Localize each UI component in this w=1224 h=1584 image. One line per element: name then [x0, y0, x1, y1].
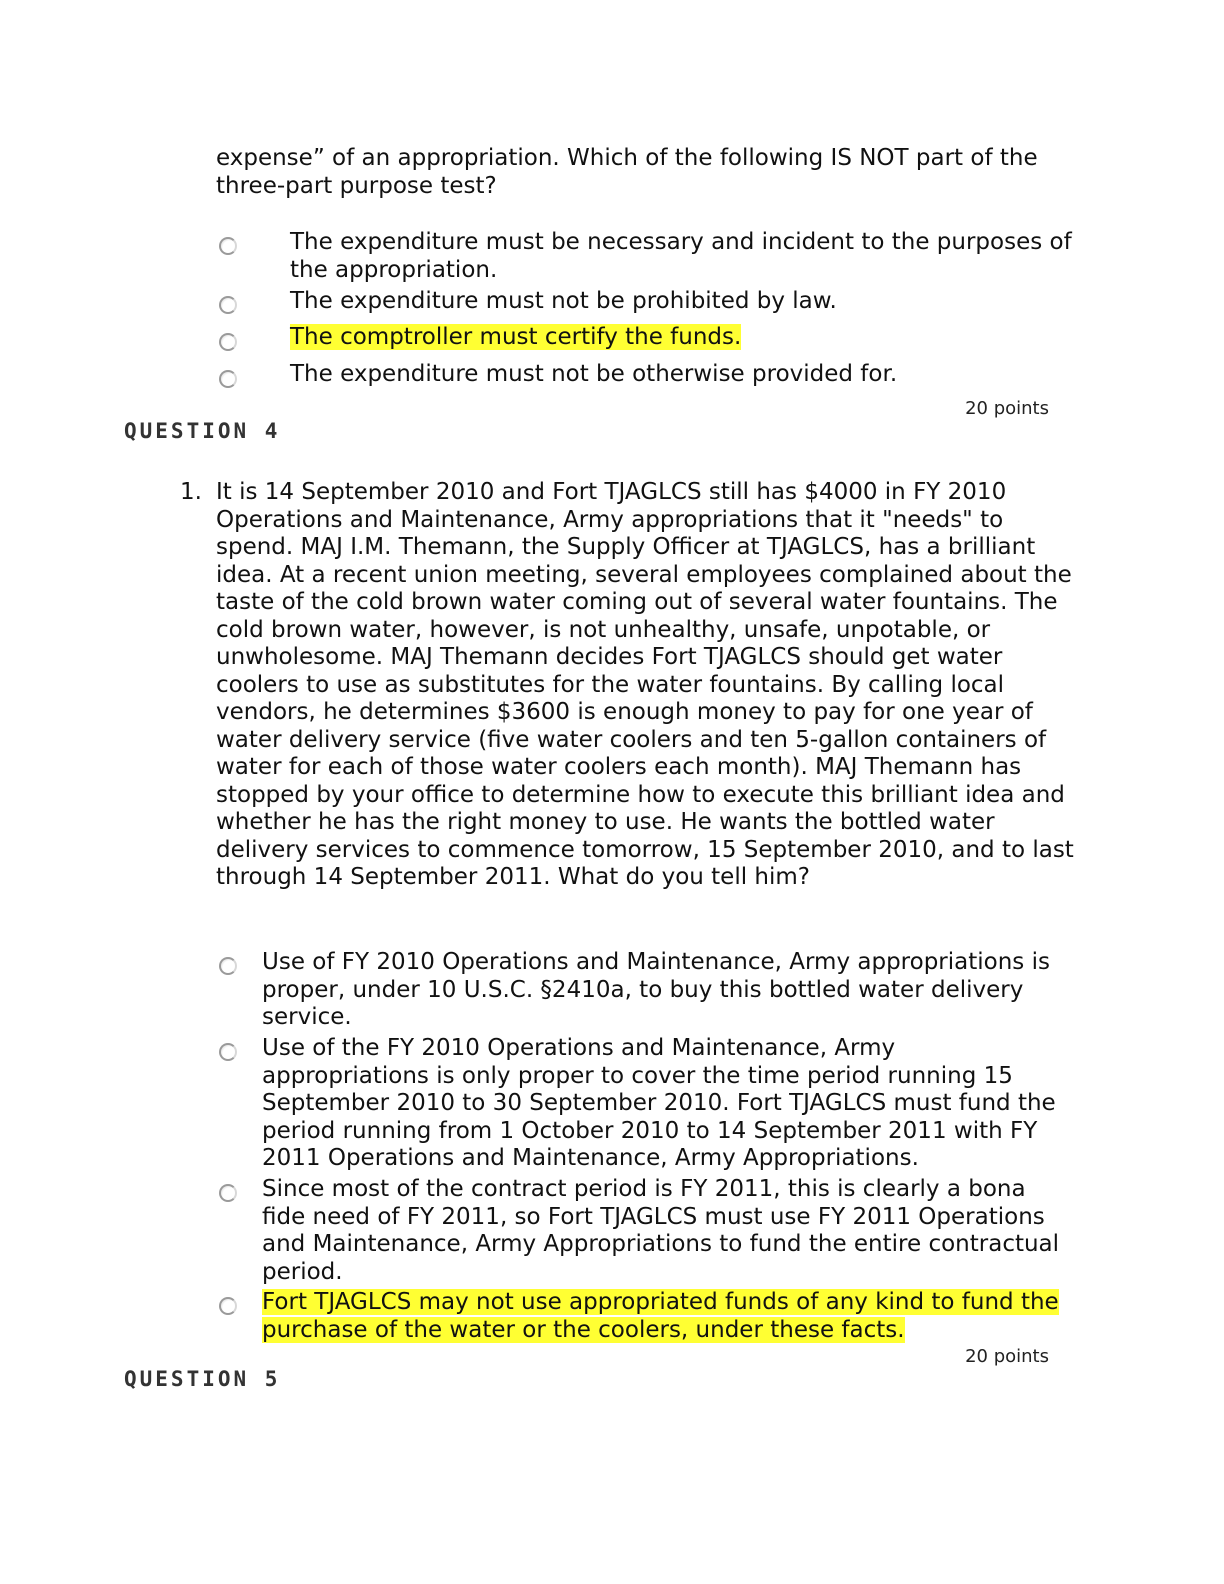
q3-option-4-radio[interactable] [219, 370, 237, 388]
q4-option-1-radio[interactable] [219, 957, 237, 975]
q4-option-2-radio[interactable] [219, 1043, 237, 1061]
q4-option-3-label: Since most of the contract period is FY 2011, this is clearly a bona fide need of FY 2011, so Fort TJAGLCS must use FY 2011 Operations and Maintenance, Army Appropriations to fund the entire contractual period. [262, 1176, 1060, 1285]
q3-points: 20 points [965, 398, 1049, 419]
q3-option-1-label: The expenditure must be necessary and incident to the purposes of the appropriation. [290, 229, 1072, 283]
q4-item-number: 1. [180, 479, 202, 505]
q3-option-3-radio[interactable] [219, 333, 237, 351]
q3-option-1-radio[interactable] [219, 237, 237, 255]
question-3-stem: expense” of an appropriation. Which of the following IS NOT part of the three-part purpose test? [216, 145, 1038, 199]
q4-points: 20 points [965, 1346, 1049, 1367]
q3-option-2-radio[interactable] [219, 296, 237, 314]
question-5-heading: QUESTION 5 [124, 1367, 281, 1391]
q4-option-3-radio[interactable] [219, 1184, 237, 1202]
question-4-heading: QUESTION 4 [124, 419, 281, 443]
q4-option-2-label: Use of the FY 2010 Operations and Maintenance, Army appropriations is only proper to cover the time period running 15 September 2010 to 30 September 2010. Fort TJAGLCS must fund the period running from 1 October 2010 to 14 September 2011 with FY 2011 Operations and Maintenance, Army Appropriations. [262, 1035, 1056, 1171]
q3-option-4-label: The expenditure must not be otherwise provided for. [290, 361, 898, 387]
q3-option-2-label: The expenditure must not be prohibited by law. [290, 288, 837, 314]
q3-option-3-label: The comptroller must certify the funds. [290, 324, 742, 350]
q4-option-1-label: Use of FY 2010 Operations and Maintenance, Army appropriations is proper, under 10 U.S.C. §2410a, to buy this bottled water delivery service. [262, 949, 1050, 1030]
question-4-stem: It is 14 September 2010 and Fort TJAGLCS still has $4000 in FY 2010 Operations and Maintenance, Army appropriations that it "needs" to spend. MAJ I.M. Themann, the Supply Officer at TJAGLCS, has a brilliant idea. At a recent union meeting, several employees complained about the taste of the cold brown water coming out of several water fountains. The cold brown water, however, is not unhealthy, unsafe, unpotable, or unwholesome. MAJ Themann decides Fort TJAGLCS should get water coolers to use as substitutes for the water fountains. By calling local vendors, he determines $3600 is enough money to pay for one year of water delivery service (five water coolers and ten 5-gallon containers of water for each of those water coolers each month). MAJ Themann has stopped by your office to determine how to execute this brilliant idea and whether he has the right money to use. He wants the bottled water delivery services to commence tomorrow, 15 September 2010, and to last through 14 September 2011. What do you tell him? [216, 479, 1074, 890]
q4-option-4-label: Fort TJAGLCS may not use appropriated funds of any kind to fund the purchase of the water or the coolers, under these facts. [262, 1289, 1059, 1343]
q4-option-4-radio[interactable] [219, 1297, 237, 1315]
